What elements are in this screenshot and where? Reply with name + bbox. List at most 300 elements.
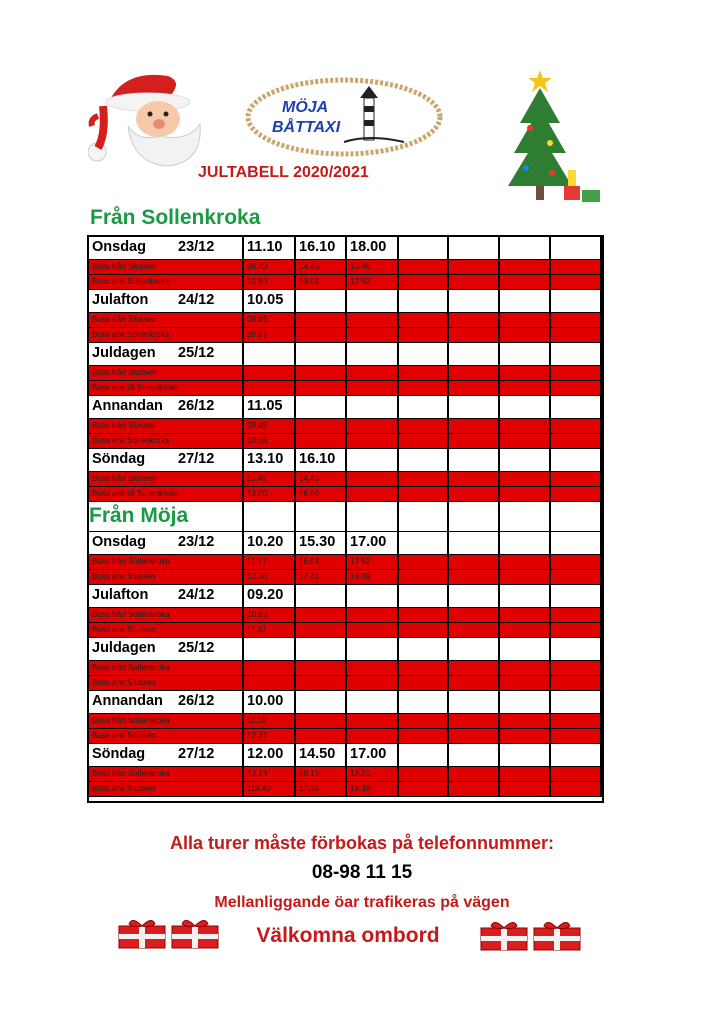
empty-cell [347, 434, 399, 449]
bus-label: Buss från Slussen [89, 313, 244, 328]
bus-time: 16.46 [347, 260, 399, 275]
bus-time: 14.45 [296, 260, 347, 275]
timetable-grid [87, 235, 604, 803]
empty-cell [296, 608, 347, 623]
empty-cell [551, 608, 602, 623]
bus-row [89, 260, 602, 275]
bus-row [89, 570, 602, 585]
empty-cell [449, 570, 500, 585]
departure-time: 10.05 [244, 290, 296, 313]
empty-cell [347, 449, 399, 472]
table-row [89, 237, 602, 260]
bus-time: 19.09 [347, 570, 399, 585]
empty-cell [500, 570, 551, 585]
day-date: 26/12 [178, 693, 215, 709]
empty-cell [500, 744, 551, 767]
empty-cell [347, 676, 399, 691]
empty-cell [449, 585, 500, 608]
empty-cell [347, 313, 399, 328]
empty-cell [449, 472, 500, 487]
empty-cell [449, 381, 500, 396]
empty-cell [500, 661, 551, 676]
empty-cell [296, 434, 347, 449]
empty-cell [500, 419, 551, 434]
empty-cell [399, 555, 449, 570]
bus-time: 16.15 [296, 767, 347, 782]
empty-cell [449, 434, 500, 449]
bus-label: Buss ank Slussen [89, 623, 244, 638]
empty-cell [449, 532, 500, 555]
bus-label: Buss ank Slussen [89, 570, 244, 585]
empty-cell [399, 434, 449, 449]
empty-cell [449, 729, 500, 744]
bus-row [89, 419, 602, 434]
table-row [89, 691, 602, 714]
empty-cell [551, 585, 602, 608]
bus-row [89, 661, 602, 676]
table-row [89, 532, 602, 555]
empty-cell [449, 555, 500, 570]
empty-cell [449, 638, 500, 661]
bus-row [89, 714, 602, 729]
empty-cell [399, 585, 449, 608]
empty-cell [449, 366, 500, 381]
bus-time: 09.45 [244, 419, 296, 434]
empty-cell [551, 714, 602, 729]
bus-label: Buss från Sollenkroka [89, 714, 244, 729]
bus-label: Buss ank Sollenkroka [89, 275, 244, 290]
section-title-moja: Från Möja [89, 502, 244, 532]
empty-cell [399, 487, 449, 502]
bus-time: 11.15 [244, 714, 296, 729]
empty-cell [296, 343, 347, 366]
day-name: Julafton [92, 292, 149, 308]
empty-cell [551, 691, 602, 714]
table-row [89, 343, 602, 366]
empty-cell [500, 290, 551, 313]
bus-label: Buss ank Slussen [89, 729, 244, 744]
empty-cell [551, 623, 602, 638]
empty-cell [449, 449, 500, 472]
bus-row [89, 434, 602, 449]
empty-cell [500, 237, 551, 260]
bus-time: 11.17 [244, 555, 296, 570]
bus-time: 16.03 [296, 555, 347, 570]
bus-time: 12.37 [244, 729, 296, 744]
empty-cell [399, 676, 449, 691]
day-cell [89, 237, 244, 260]
welcome-text: Välkomna ombord [256, 924, 440, 947]
empty-cell [399, 260, 449, 275]
empty-cell [500, 328, 551, 343]
empty-cell [500, 260, 551, 275]
empty-cell [244, 676, 296, 691]
departure-time: 13.10 [244, 449, 296, 472]
logo-line1: MÖJA [282, 99, 329, 116]
bus-label: Buss från Sollenkroka [89, 767, 244, 782]
day-cell [89, 744, 244, 767]
empty-cell [399, 472, 449, 487]
empty-cell [500, 676, 551, 691]
empty-cell [449, 328, 500, 343]
empty-cell [449, 744, 500, 767]
departure-time: 10.00 [244, 691, 296, 714]
bus-row [89, 767, 602, 782]
empty-cell [500, 729, 551, 744]
empty-cell [399, 237, 449, 260]
table-row [89, 290, 602, 313]
empty-cell [500, 608, 551, 623]
bus-time: 19.38 [347, 782, 399, 797]
christmas-tree-illustration [508, 68, 606, 216]
bus-time: 13.18 [244, 767, 296, 782]
bus-label: Buss ank till Sollenkroka [89, 487, 244, 502]
empty-cell [296, 661, 347, 676]
empty-cell [296, 676, 347, 691]
empty-cell [399, 328, 449, 343]
gift-icon [117, 916, 167, 950]
day-name: Annandan [92, 693, 163, 709]
departure-time: 14.50 [296, 744, 347, 767]
bus-row [89, 313, 602, 328]
bus-label: Buss från Slussen [89, 260, 244, 275]
table-row [89, 449, 602, 472]
bus-row [89, 381, 602, 396]
day-date: 25/12 [178, 640, 215, 656]
empty-cell [551, 532, 602, 555]
empty-cell [551, 555, 602, 570]
bus-time: 10.59 [244, 275, 296, 290]
empty-cell [500, 555, 551, 570]
empty-cell [500, 343, 551, 366]
empty-cell [347, 691, 399, 714]
bus-time: 09.48 [244, 260, 296, 275]
santa-illustration [88, 64, 208, 168]
empty-cell [347, 343, 399, 366]
bus-time: 14.45 [296, 472, 347, 487]
day-date: 23/12 [178, 534, 215, 550]
empty-cell [399, 691, 449, 714]
empty-cell [347, 419, 399, 434]
day-name: Onsdag [92, 239, 146, 255]
empty-cell [244, 366, 296, 381]
gift-icon [532, 918, 582, 952]
empty-cell [551, 396, 602, 419]
bus-time: 12.36 [244, 570, 296, 585]
empty-cell [399, 608, 449, 623]
bus-time: 16.00 [296, 487, 347, 502]
empty-cell [551, 366, 602, 381]
bus-time: 13.00 [244, 487, 296, 502]
moja-battaxi-logo [244, 76, 444, 158]
empty-cell [347, 328, 399, 343]
table-row [89, 744, 602, 767]
empty-cell [244, 661, 296, 676]
empty-cell [500, 638, 551, 661]
empty-cell [347, 290, 399, 313]
departure-time: 16.10 [296, 449, 347, 472]
bus-label: Buss ank Slussen [89, 782, 244, 797]
bus-time: 13.01 [296, 275, 347, 290]
empty-cell [551, 381, 602, 396]
empty-cell [399, 502, 449, 532]
bus-time: 10.15 [244, 608, 296, 623]
empty-cell [244, 502, 296, 532]
bus-row [89, 275, 602, 290]
empty-cell [296, 419, 347, 434]
day-name: Juldagen [92, 345, 156, 361]
day-date: 27/12 [178, 746, 215, 762]
empty-cell [449, 396, 500, 419]
empty-cell [449, 676, 500, 691]
empty-cell [551, 313, 602, 328]
empty-cell [399, 623, 449, 638]
empty-cell [296, 313, 347, 328]
bus-label: Buss ank Sollenkroka [89, 434, 244, 449]
bus-label: Buss ank Slussen [89, 676, 244, 691]
empty-cell [500, 623, 551, 638]
bus-time: 11.45 [244, 472, 296, 487]
empty-cell [500, 691, 551, 714]
empty-cell [399, 638, 449, 661]
empty-cell [551, 275, 602, 290]
empty-cell [347, 623, 399, 638]
day-date: 27/12 [178, 451, 215, 467]
bus-label: Buss från Sollenkroka [89, 608, 244, 623]
day-cell [89, 585, 244, 608]
empty-cell [399, 313, 449, 328]
departure-time: 18.00 [347, 237, 399, 260]
empty-cell [347, 487, 399, 502]
empty-cell [551, 434, 602, 449]
empty-cell [500, 396, 551, 419]
empty-cell [449, 313, 500, 328]
empty-cell [449, 502, 500, 532]
empty-cell [399, 570, 449, 585]
bus-label: Buss från Sollenkroka [89, 555, 244, 570]
gift-icon [170, 916, 220, 950]
empty-cell [244, 381, 296, 396]
empty-cell [551, 472, 602, 487]
bus-label: Buss ank Sollenkroka [89, 328, 244, 343]
bus-time: 11.37 [244, 623, 296, 638]
empty-cell [449, 260, 500, 275]
day-cell [89, 449, 244, 472]
empty-cell [449, 608, 500, 623]
bus-time: 17.52 [347, 555, 399, 570]
empty-cell [551, 328, 602, 343]
empty-cell [551, 237, 602, 260]
empty-cell [449, 782, 500, 797]
empty-cell [399, 782, 449, 797]
empty-cell [449, 343, 500, 366]
gift-icon [479, 918, 529, 952]
empty-cell [347, 366, 399, 381]
bus-row [89, 366, 602, 381]
empty-cell [399, 661, 449, 676]
empty-cell [500, 502, 551, 532]
empty-cell [449, 661, 500, 676]
bus-row [89, 328, 602, 343]
empty-cell [449, 419, 500, 434]
bus-row [89, 472, 602, 487]
bus-time: 17.35 [296, 782, 347, 797]
empty-cell [296, 691, 347, 714]
page-title: JULTABELL 2020/2021 [198, 164, 369, 181]
bus-row [89, 623, 602, 638]
section-title-sollenkroka: Från Sollenkroka [90, 206, 261, 229]
bus-time: 17.41 [296, 570, 347, 585]
empty-cell [500, 782, 551, 797]
empty-cell [551, 570, 602, 585]
empty-cell [296, 328, 347, 343]
empty-cell [347, 638, 399, 661]
empty-cell [347, 472, 399, 487]
empty-cell [296, 290, 347, 313]
empty-cell [347, 396, 399, 419]
day-date: 24/12 [178, 292, 215, 308]
empty-cell [399, 290, 449, 313]
empty-cell [500, 487, 551, 502]
table-row [89, 638, 602, 661]
table-row [89, 585, 602, 608]
day-cell [89, 532, 244, 555]
day-date: 23/12 [178, 239, 215, 255]
departure-time: 12.00 [244, 744, 296, 767]
day-date: 26/12 [178, 398, 215, 414]
empty-cell [551, 502, 602, 532]
empty-cell [399, 275, 449, 290]
phone-number[interactable]: 08-98 11 15 [311, 862, 413, 883]
empty-cell [500, 449, 551, 472]
empty-cell [296, 381, 347, 396]
departure-time: 17.00 [347, 744, 399, 767]
empty-cell [449, 623, 500, 638]
empty-cell [449, 487, 500, 502]
empty-cell [500, 366, 551, 381]
empty-cell [449, 714, 500, 729]
bus-label: Buss från Slussen [89, 366, 244, 381]
empty-cell [347, 585, 399, 608]
empty-cell [399, 419, 449, 434]
section-row [89, 502, 602, 532]
empty-cell [347, 608, 399, 623]
islands-notice: Mellanliggande öar trafikeras på vägen [214, 894, 510, 911]
bus-time: 18.21 [347, 767, 399, 782]
empty-cell [500, 472, 551, 487]
day-date: 24/12 [178, 587, 215, 603]
empty-cell [399, 714, 449, 729]
empty-cell [551, 661, 602, 676]
empty-cell [244, 638, 296, 661]
day-name: Söndag [92, 451, 146, 467]
day-cell [89, 396, 244, 419]
empty-cell [347, 502, 399, 532]
day-name: Söndag [92, 746, 146, 762]
empty-cell [399, 729, 449, 744]
empty-cell [399, 449, 449, 472]
empty-cell [551, 676, 602, 691]
booking-notice: Alla turer måste förbokas på telefonnummer: [169, 833, 555, 853]
bus-row [89, 676, 602, 691]
empty-cell [296, 729, 347, 744]
empty-cell [500, 275, 551, 290]
empty-cell [399, 767, 449, 782]
bus-label: Buss ank till Sollenkroka [89, 381, 244, 396]
bus-time: 08.46 [244, 313, 296, 328]
departure-time: 16.10 [296, 237, 347, 260]
empty-cell [296, 502, 347, 532]
empty-cell [551, 729, 602, 744]
empty-cell [500, 767, 551, 782]
empty-cell [296, 638, 347, 661]
empty-cell [296, 623, 347, 638]
day-cell [89, 343, 244, 366]
day-name: Julafton [92, 587, 149, 603]
bus-row [89, 782, 602, 797]
departure-time: 11.10 [244, 237, 296, 260]
bus-label: Buss från Slussen [89, 472, 244, 487]
empty-cell [399, 744, 449, 767]
empty-cell [347, 381, 399, 396]
bus-time: 114.40 [244, 782, 296, 797]
empty-cell [399, 381, 449, 396]
day-cell [89, 691, 244, 714]
empty-cell [500, 714, 551, 729]
empty-cell [347, 714, 399, 729]
departure-time: 17.00 [347, 532, 399, 555]
bus-time: 10.58 [244, 434, 296, 449]
empty-cell [449, 290, 500, 313]
empty-cell [449, 691, 500, 714]
empty-cell [551, 638, 602, 661]
empty-cell [449, 275, 500, 290]
bus-row [89, 487, 602, 502]
empty-cell [449, 237, 500, 260]
empty-cell [449, 767, 500, 782]
bus-row [89, 729, 602, 744]
logo-line2: BÅTTAXI [272, 119, 341, 136]
empty-cell [296, 366, 347, 381]
empty-cell [244, 343, 296, 366]
empty-cell [399, 532, 449, 555]
day-name: Juldagen [92, 640, 156, 656]
empty-cell [551, 419, 602, 434]
bus-label: Buss från Slussen [89, 419, 244, 434]
bus-row [89, 608, 602, 623]
day-name: Onsdag [92, 534, 146, 550]
day-name: Annandan [92, 398, 163, 414]
empty-cell [551, 343, 602, 366]
empty-cell [500, 434, 551, 449]
empty-cell [551, 260, 602, 275]
empty-cell [347, 729, 399, 744]
departure-time: 10.20 [244, 532, 296, 555]
table-row [89, 396, 602, 419]
empty-cell [500, 532, 551, 555]
empty-cell [551, 487, 602, 502]
empty-cell [399, 396, 449, 419]
bus-time: 09.57 [244, 328, 296, 343]
empty-cell [500, 381, 551, 396]
empty-cell [551, 744, 602, 767]
departure-time: 15.30 [296, 532, 347, 555]
empty-cell [500, 313, 551, 328]
empty-cell [551, 767, 602, 782]
empty-cell [551, 782, 602, 797]
empty-cell [551, 449, 602, 472]
day-cell [89, 638, 244, 661]
